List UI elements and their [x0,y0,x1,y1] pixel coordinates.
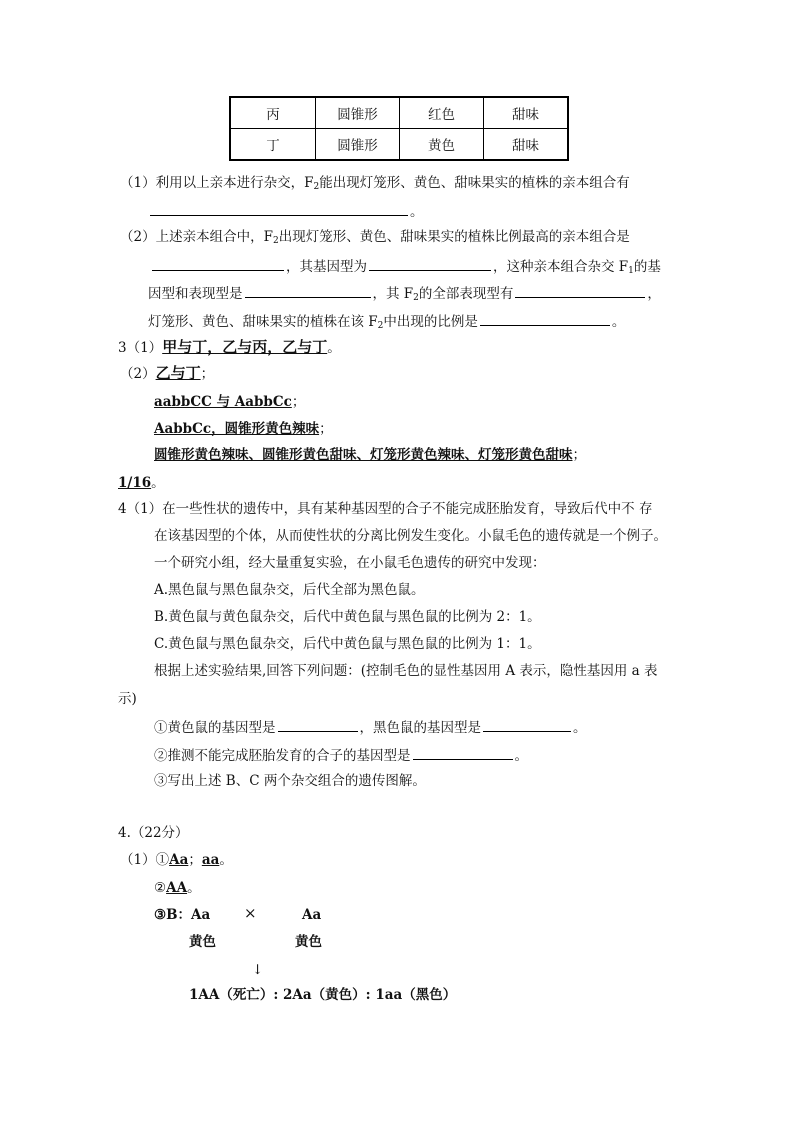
text: ②推测不能完成胚胎发育的合子的基因型是 [154,748,411,764]
q4-line2: 在该基因型的个体，从而使性状的分离比例发生变化。小鼠毛色的遗传就是一个例子。 [154,528,667,544]
q3-part2-line1 [120,228,630,246]
ans3-line4 [154,420,333,438]
q3-p2-prefix: （2）上述亲本组合中，F [120,229,273,245]
ans4-cross-parents [154,906,210,924]
text: 中出现的比例是 [383,314,478,330]
offspring-ratio: 1AA（死亡）: 2Aa（黄色）: 1aa（黑色） [189,987,457,1003]
table-row [230,129,568,161]
punct: ； [188,852,202,868]
text: （1）① [120,852,170,868]
punct: ； [200,366,215,382]
text: （2） [120,366,156,382]
answer-text: 1/16 [118,475,152,491]
answer-blank[interactable] [480,311,610,326]
subscript: 1 [628,266,634,276]
answer-text: 乙与丁 [155,364,201,382]
text: 3（1） [118,340,163,356]
text: 的全部表现型有 [418,286,514,302]
punct: ； [572,447,586,463]
text: ， [647,286,661,302]
ans4-head: 4.（22分） [118,825,189,841]
text: ③B：Aa [154,907,211,923]
cross-symbol: × [244,904,257,922]
q4-line11: ③写出上述 B、C 两个杂交组合的遗传图解。 [154,773,426,789]
q3-p1-rest: 能出现灯笼形、黄色、甜味果实的植株的亲本组合有 [319,175,630,191]
q3-part1-line2 [148,201,424,221]
phenotype1: 黄色 [189,934,216,950]
ans4-line1 [120,851,233,869]
punct: 。 [514,748,528,764]
q3-part2-line3 [148,283,661,303]
answer-text: AabbCc，圆锥形黄色辣味 [154,421,320,437]
text: ，其 F [372,286,414,302]
trait-table [229,96,569,161]
subscript: 2 [272,236,279,246]
punct: 。 [187,880,201,896]
phenotype2: 黄色 [295,934,322,950]
punct: 。 [573,720,587,736]
ans3-line5 [154,446,586,464]
punct: ； [291,394,306,410]
q3-part2-line4 [148,311,625,331]
q3-p2-rest: 出现灯笼形、黄色、甜味果实的植株比例最高的亲本组合是 [278,229,630,245]
table-cell: 红色 [400,97,484,129]
text: 的基 [633,259,661,275]
q4-line8: 示) [118,691,137,707]
table-cell: 丁 [230,129,316,161]
table-row [230,97,568,129]
text: ①黄色鼠的基因型是 [154,720,276,736]
punct: 。 [219,852,233,868]
q3-p1-prefix: （1）利用以上亲本进行杂交，F [120,175,314,191]
q4-line3: 一个研究小组，经大量重复实验，在小鼠毛色遗传的研究中发现： [154,555,546,571]
text: ，这种亲本组合杂交 F [493,259,629,275]
subscript: 2 [377,321,384,331]
punct: ； [319,421,333,437]
down-arrow-icon: ↓ [252,962,264,978]
answer-blank[interactable] [245,283,371,298]
text: 因型和表现型是 [148,286,243,302]
parent2: Aa [302,907,322,923]
text: ② [154,880,167,896]
text: ，其基因型为 [286,259,367,275]
answer-blank[interactable] [483,717,571,732]
answer-blank[interactable] [515,283,645,298]
subscript: 2 [413,293,419,303]
q4-line7: 根据上述实验结果,回答下列问题：(控制毛色的显性基因用 A 表示，隐性基因用 a 表 [154,663,658,679]
answer-text: aabbCC 与 AabbCc [154,394,292,410]
answer-blank[interactable] [152,256,284,271]
ans3-line6 [118,474,165,492]
subscript: 2 [313,182,320,192]
q4-line9 [154,717,587,737]
text: 灯笼形、黄色、甜味果实的植株在该 F [148,314,378,330]
q3-part1-line1 [120,174,630,192]
answer-blank[interactable] [413,745,513,760]
table-cell: 甜味 [484,97,569,129]
ans4-line2 [154,879,201,897]
answer-text: aa [201,852,220,868]
answer-text: 甲与丁，乙与丙，乙与丁 [162,338,328,356]
ans3-line1 [118,338,341,357]
punct: 。 [410,204,424,220]
q3-part2-line2 [150,256,661,276]
answer-text: Aa [169,852,189,868]
q4-line5: B.黄色鼠与黄色鼠杂交，后代中黄色鼠与黑色鼠的比例为 2：1。 [154,609,541,625]
ans3-line3 [154,393,305,411]
q4-line10 [154,745,528,765]
table-cell: 甜味 [484,129,569,161]
q4-line1: 4（1）在一些性状的遗传中，具有某种基因型的合子不能完成胚胎发育，导致后代中不 存 [118,501,653,517]
ans3-line2 [120,364,214,383]
answer-blank[interactable] [369,256,491,271]
punct: 。 [151,475,165,491]
text: ，黑色鼠的基因型是 [359,720,481,736]
table-cell: 圆锥形 [316,97,400,129]
punct: 。 [327,340,341,356]
text: 。 [611,314,626,330]
table-cell: 圆锥形 [316,129,400,161]
answer-text: AA [166,880,188,896]
answer-blank[interactable] [150,201,408,216]
answer-blank[interactable] [278,717,358,732]
q4-line4: A.黑色鼠与黑色鼠杂交，后代全部为黑色鼠。 [154,582,425,598]
table-cell: 黄色 [400,129,484,161]
q4-line6: C.黄色鼠与黑色鼠杂交，后代中黄色鼠与黑色鼠的比例为 1：1。 [154,636,541,652]
table-cell: 丙 [230,97,316,129]
answer-text: 圆锥形黄色辣味、圆锥形黄色甜味、灯笼形黄色辣味、灯笼形黄色甜味 [154,447,573,463]
